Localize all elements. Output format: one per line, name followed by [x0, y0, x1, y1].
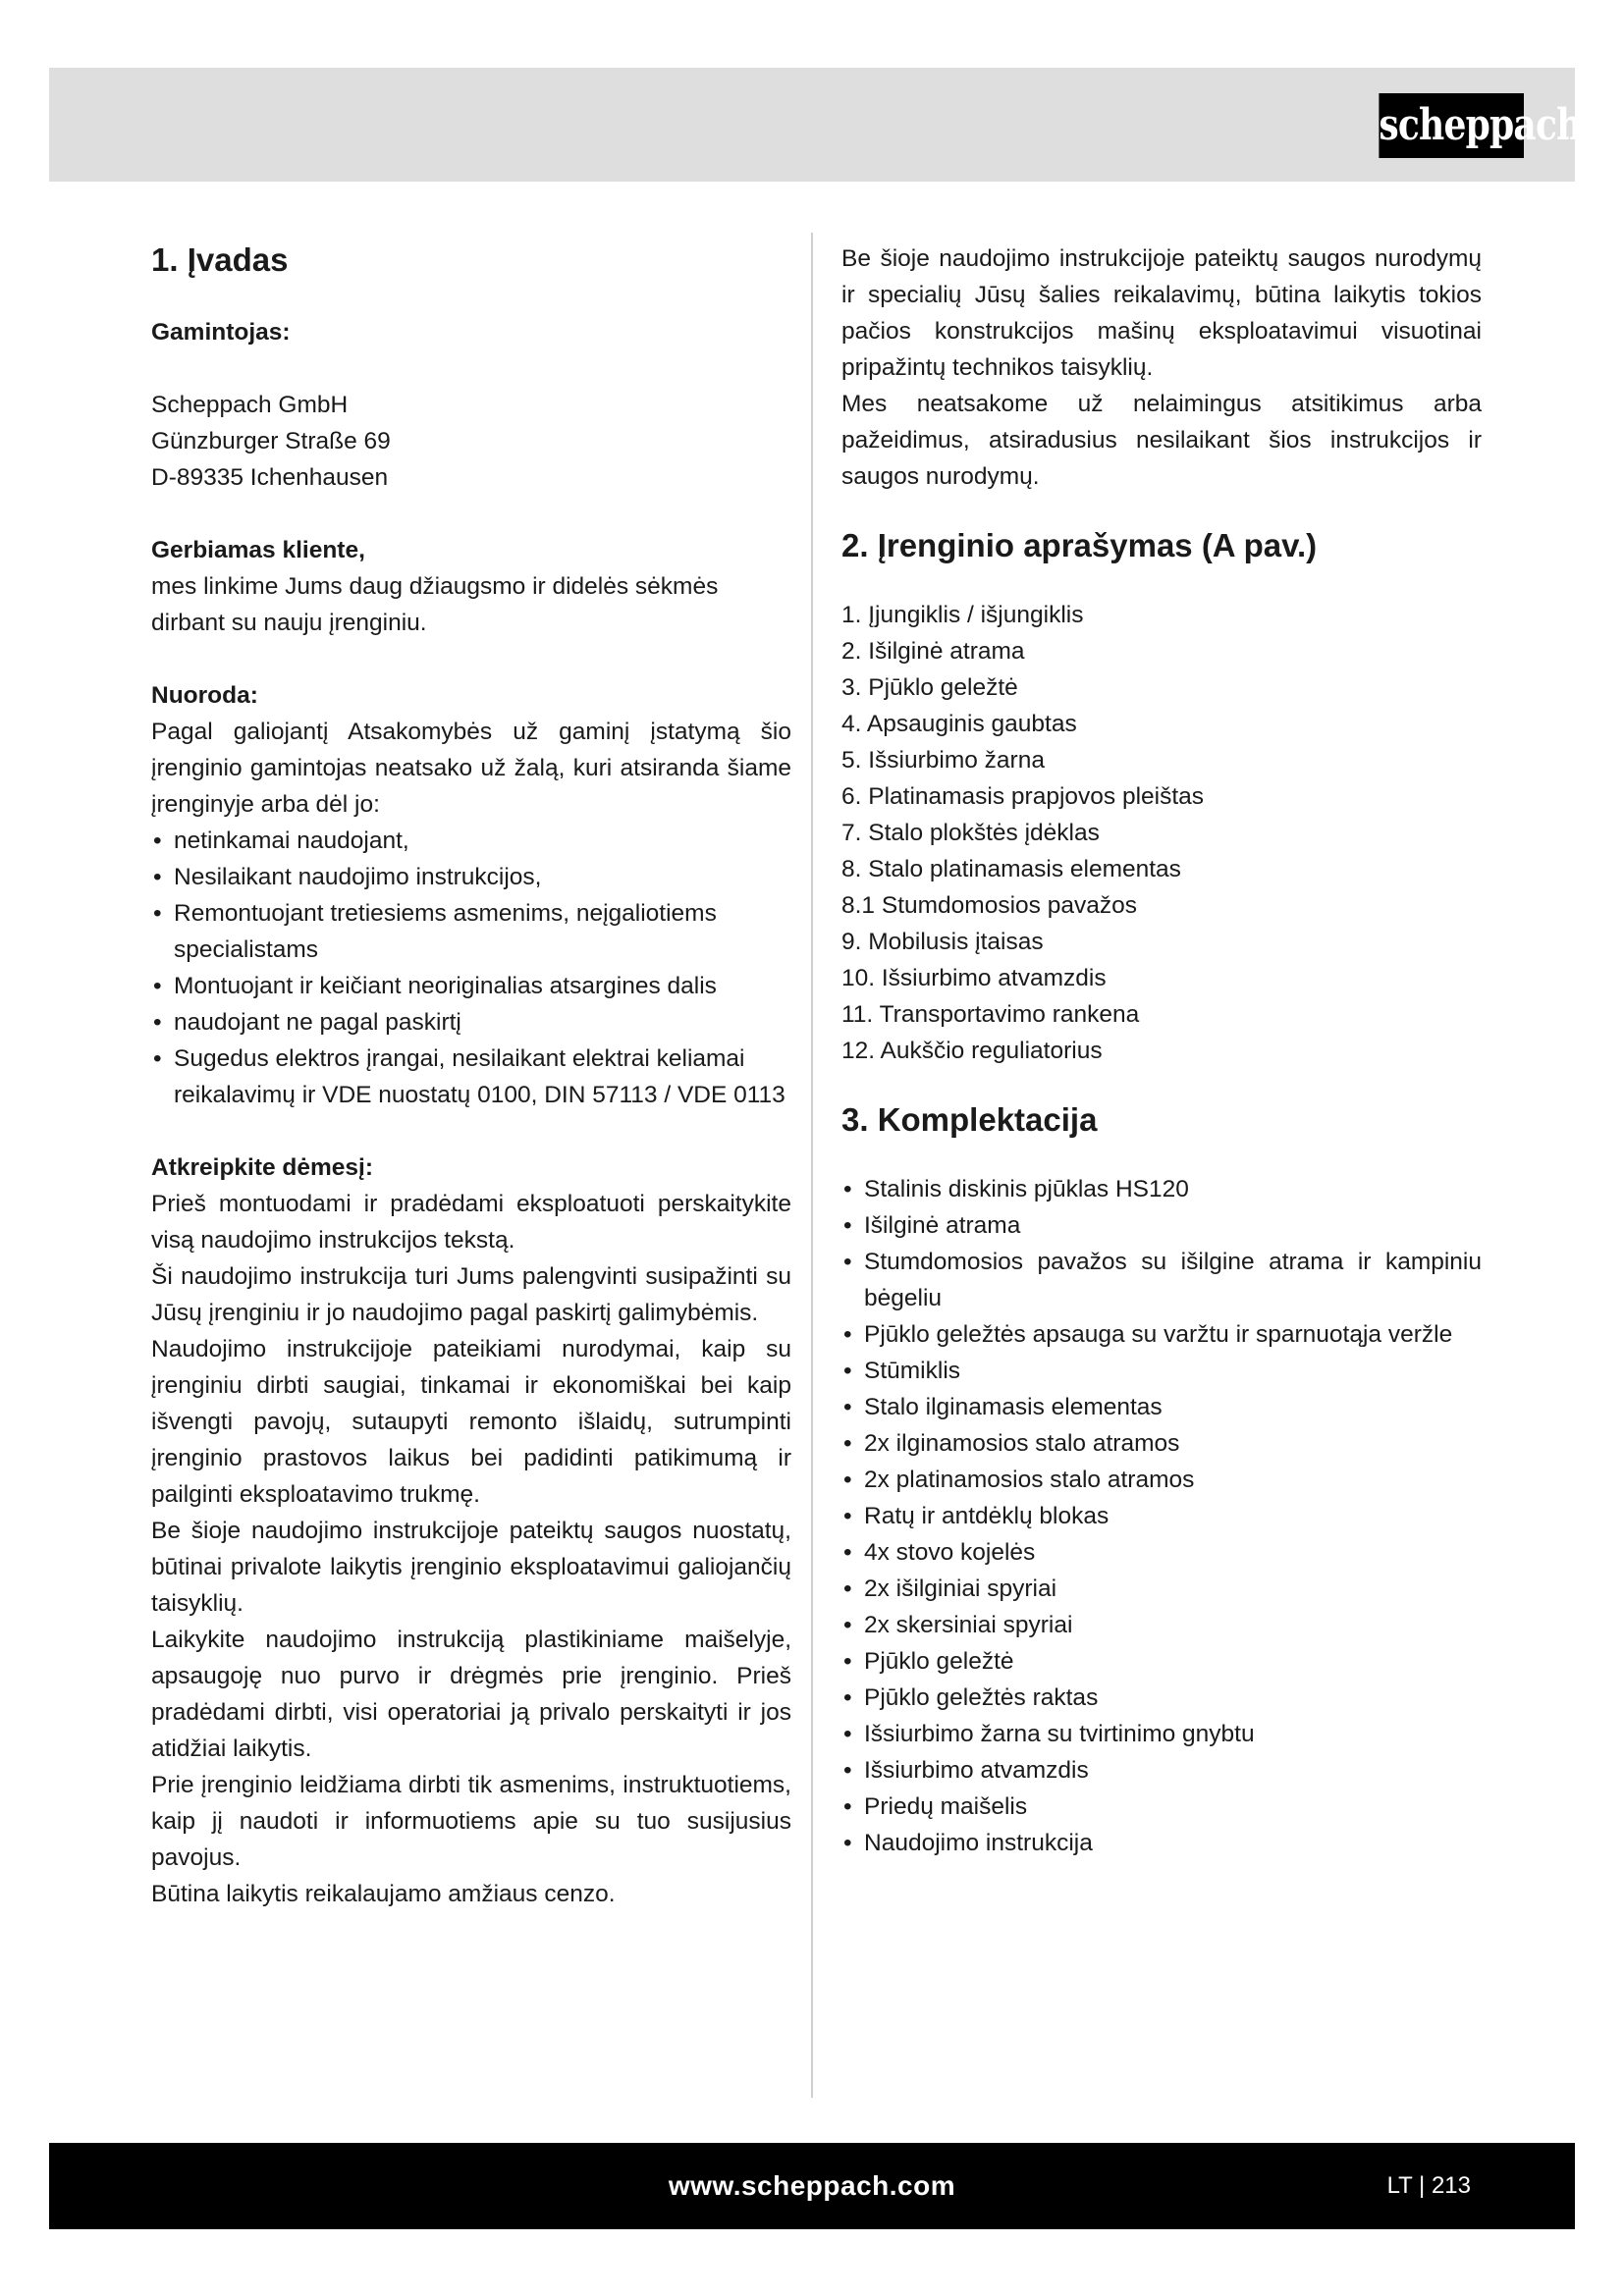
list-item: • Montuojant ir keičiant neoriginalias atsargines dalis	[151, 968, 791, 1004]
header-band	[49, 68, 1582, 182]
list-item: • Pjūklo geležtės raktas	[841, 1680, 1482, 1716]
list-item: 4. Apsauginis gaubtas	[841, 711, 1077, 737]
column-divider	[811, 233, 813, 2098]
list-item: • Stumdomosios pavažos su išilgine atrama ir kampiniu bėgeliu	[841, 1244, 1482, 1316]
address-line: D-89335 Ichenhausen	[151, 464, 389, 491]
list-item: • Išsiurbimo atvamzdis	[841, 1752, 1482, 1789]
list-item: 3. Pjūklo geležtė	[841, 674, 1018, 701]
attention-paragraph: Ši naudojimo instrukcija turi Jums palengvinti susipažinti su Jūsų įrenginiu ir jo naudojimo pagal paskirtį galimybėmis.	[151, 1263, 791, 1326]
list-item: 1. Įjungiklis / išjungiklis	[841, 602, 1084, 628]
section-3-title: 3. Komplektacija	[841, 1101, 1098, 1138]
attention-paragraph: Laikykite naudojimo instrukciją plastikiniame maišelyje, apsaugoję nuo purvo ir drėgmės prie įrenginio. Prieš pradėdami dirbti, visi operatoriai ją privalo perskaityti ir jos atidžiai laikytis.	[151, 1627, 791, 1762]
attention-label: Atkreipkite dėmesį:	[151, 1154, 374, 1181]
address-line: Scheppach GmbH	[151, 392, 349, 418]
list-item: 11. Transportavimo rankena	[841, 1001, 1140, 1028]
footer-band	[49, 2143, 1575, 2229]
list-item: • Stalinis diskinis pjūklas HS120	[841, 1171, 1482, 1207]
section-2-title: 2. Įrenginio aprašymas (A pav.)	[841, 527, 1318, 563]
attention-paragraph: Būtina laikytis reikalaujamo amžiaus cenzo.	[151, 1881, 616, 1907]
list-item: • 2x skersiniai spyriai	[841, 1607, 1482, 1643]
brand-logo: scheppach	[1379, 93, 1524, 158]
list-item: 2. Išilginė atrama	[841, 638, 1025, 665]
description-list	[841, 597, 1482, 1069]
list-item: 7. Stalo plokštės įdėklas	[841, 820, 1100, 846]
list-item: • Išsiurbimo žarna su tvirtinimo gnybtu	[841, 1716, 1482, 1752]
right-column	[841, 240, 1482, 1861]
list-item: 8. Stalo platinamasis elementas	[841, 856, 1181, 882]
list-item: • Priedų maišelis	[841, 1789, 1482, 1825]
list-item: • 2x ilginamosios stalo atramos	[841, 1425, 1482, 1462]
attention-paragraph: Be šioje naudojimo instrukcijoje pateiktų saugos nuostatų, būtinai privalote laikytis įrenginio eksploatavimui galiojančių taisyklių.	[151, 1518, 791, 1617]
page-number: LT | 213	[1386, 2172, 1471, 2199]
manufacturer-label: Gamintojas:	[151, 319, 291, 346]
website-link[interactable]: www.scheppach.com	[668, 2170, 956, 2201]
note-label: Nuoroda:	[151, 682, 258, 709]
list-item: 8.1 Stumdomosios pavažos	[841, 892, 1137, 919]
list-item: • 4x stovo kojelės	[841, 1534, 1482, 1571]
address-line: Günzburger Straße 69	[151, 428, 391, 454]
list-item: • 2x išilginiai spyriai	[841, 1571, 1482, 1607]
attention-paragraph: Prie įrenginio leidžiama dirbti tik asmenims, instruktuotiems, kaip jį naudoti ir informuotiems apie su tuo susijusius pavojus.	[151, 1772, 791, 1871]
list-item: 6. Platinamasis prapjovos pleištas	[841, 783, 1205, 810]
attention-paragraph: Prieš montuodami ir pradėdami eksploatuoti perskaitykite visą naudojimo instrukcijos tekstą.	[151, 1191, 791, 1254]
list-item: 12. Aukščio reguliatorius	[841, 1038, 1103, 1064]
dear-customer-label: Gerbiamas kliente,	[151, 537, 365, 563]
scope-list	[841, 1171, 1482, 1861]
list-item: • Stalo ilginamasis elementas	[841, 1389, 1482, 1425]
intro-paragraph: Be šioje naudojimo instrukcijoje pateiktų saugos nurodymų ir specialių Jūsų šalies reikalavimų, būtina laikytis tokios pačios konstrukcijos mašinų eksploatavimui visuotinai pripažintų technikos taisyklių.	[841, 245, 1482, 381]
list-item: • Išilginė atrama	[841, 1207, 1482, 1244]
list-item: • Pjūklo geležtės apsauga su varžtu ir sparnuotąja veržle	[841, 1316, 1482, 1353]
left-column	[151, 240, 791, 1912]
attention-paragraph: Naudojimo instrukcijoje pateikiami nurodymai, kaip su įrenginiu dirbti saugiai, tinkamai ir ekonomiškai bei kaip išvengti pavojų, sutaupyti remonto išlaidų, sutrumpinti įrenginio prastovos laikus bei padidinti patikimumą ir pailginti eksploatavimo trukmę.	[151, 1336, 791, 1508]
list-item: 9. Mobilusis įtaisas	[841, 929, 1044, 955]
list-item: • Naudojimo instrukcija	[841, 1825, 1482, 1861]
list-item: • Remontuojant tretiesiems asmenims, neįgaliotiems specialistams	[151, 895, 791, 968]
list-item: 5. Išsiurbimo žarna	[841, 747, 1045, 774]
list-item: • netinkamai naudojant,	[151, 823, 791, 859]
note-text: Pagal galiojantį Atsakomybės už gaminį įstatymą šio įrenginio gamintojas neatsako už žalą, kuri atsiranda šiame įrenginyje arba dėl jo:	[151, 719, 791, 818]
dear-customer-text: mes linkime Jums daug džiaugsmo ir didelės sėkmės dirbant su nauju įrenginiu.	[151, 573, 719, 636]
list-item: • Nesilaikant naudojimo instrukcijos,	[151, 859, 791, 895]
list-item: • Ratų ir antdėklų blokas	[841, 1498, 1482, 1534]
list-item: • Stūmiklis	[841, 1353, 1482, 1389]
note-list	[151, 823, 791, 1113]
list-item: • 2x platinamosios stalo atramos	[841, 1462, 1482, 1498]
list-item: • Pjūklo geležtė	[841, 1643, 1482, 1680]
list-item: • Sugedus elektros įrangai, nesilaikant elektrai keliamai reikalavimų ir VDE nuostatų 0100, DIN 57113 / VDE 0113	[151, 1041, 791, 1113]
list-item: • naudojant ne pagal paskirtį	[151, 1004, 791, 1041]
list-item: 10. Išsiurbimo atvamzdis	[841, 965, 1107, 991]
intro-paragraph: Mes neatsakome už nelaimingus atsitikimus arba pažeidimus, atsiradusius nesilaikant šios instrukcijos ir saugos nurodymų.	[841, 391, 1482, 490]
section-1-title: 1. Įvadas	[151, 241, 289, 278]
